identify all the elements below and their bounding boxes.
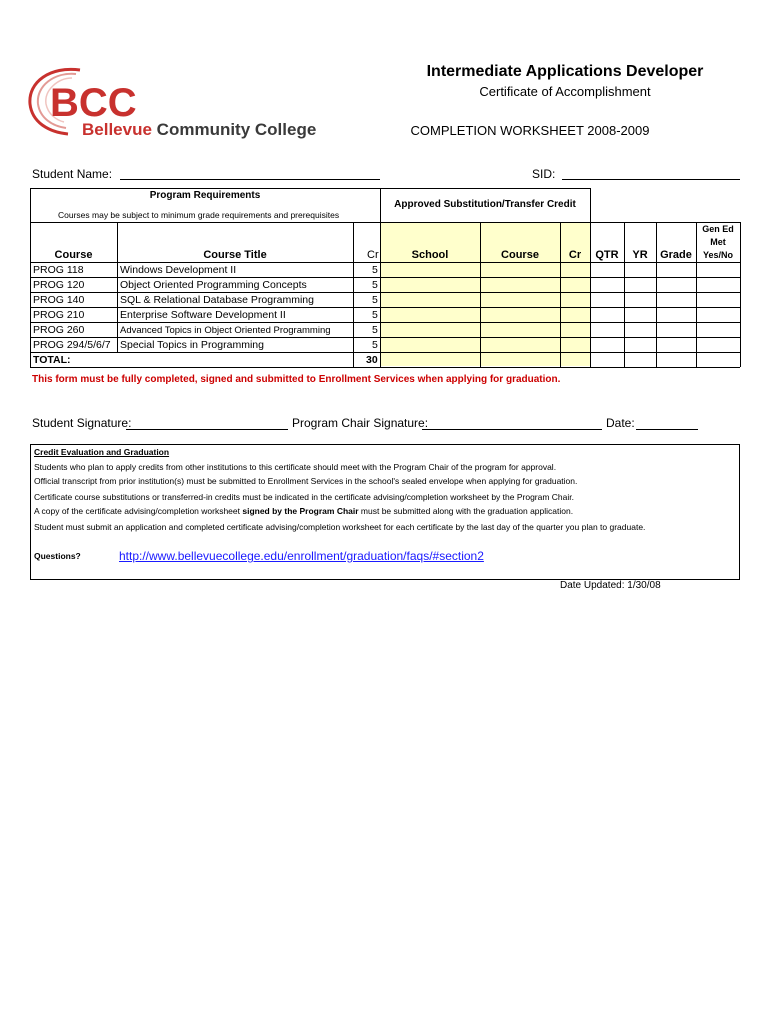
course-title: SQL & Relational Database Programming xyxy=(120,294,314,306)
course-code: PROG 260 xyxy=(33,324,85,336)
course-title: Windows Development II xyxy=(120,264,237,276)
course-credits: 5 xyxy=(372,294,378,306)
student-signature-label: Student Signature: xyxy=(32,416,132,430)
col-gen-ed-line1: Gen Ed xyxy=(702,224,734,234)
col-grade: Grade xyxy=(660,249,692,261)
student-signature-field[interactable] xyxy=(126,429,288,430)
logo-short: BCC xyxy=(50,81,137,125)
chair-signature-label: Program Chair Signature: xyxy=(292,416,429,430)
course-code: PROG 120 xyxy=(33,279,85,291)
program-requirements-title: Program Requirements xyxy=(149,190,261,201)
total-credits: 30 xyxy=(366,354,378,366)
course-title: Advanced Topics in Object Oriented Programming xyxy=(120,325,331,336)
grade-requirements-note: Courses may be subject to minimum grade requirements and prerequisites xyxy=(58,210,340,220)
sid-label: SID: xyxy=(532,167,556,181)
info-line4-c: must be submitted along with the graduation application. xyxy=(358,506,574,516)
col-sub-credits: Cr xyxy=(568,249,582,261)
substitution-title: Approved Substitution/Transfer Credit xyxy=(394,199,576,210)
date-updated: Date Updated: 1/30/08 xyxy=(560,580,661,591)
course-title: Special Topics in Programming xyxy=(120,339,264,351)
info-line: Students who plan to apply credits from other institutions to this certificate should meet with the Program Chair of the program for approval. xyxy=(34,462,557,472)
course-title: Object Oriented Programming Concepts xyxy=(120,279,307,291)
col-school: School xyxy=(411,249,449,261)
info-line4-bold: signed by the Program Chair xyxy=(242,506,359,516)
faq-link[interactable]: http://www.bellevuecollege.edu/enrollment/graduation/faqs/#section2 xyxy=(119,549,484,563)
substitution-area[interactable] xyxy=(380,222,590,366)
date-field[interactable] xyxy=(636,429,698,430)
info-title: Credit Evaluation and Graduation xyxy=(34,447,170,457)
col-course: Course xyxy=(54,249,93,261)
student-name-field[interactable] xyxy=(120,179,380,180)
course-code: PROG 118 xyxy=(33,264,84,276)
col-gen-ed xyxy=(696,223,740,262)
info-line: Certificate course substitutions or transferred-in credits must be indicated in the certificate advising/completion worksheet by the Program Chair. xyxy=(34,492,574,502)
college-name xyxy=(82,120,316,140)
col-qtr: QTR xyxy=(595,249,619,261)
info-line: Official transcript from prior institution(s) must be submitted to Enrollment Services in the school's sealed envelope when applying for graduation. xyxy=(34,476,578,486)
questions-label: Questions? xyxy=(34,551,81,561)
course-credits: 5 xyxy=(372,279,378,291)
col-gen-ed-line2: Met xyxy=(710,237,726,247)
col-gen-ed-line3: Yes/No xyxy=(702,250,733,260)
col-sub-course: Course xyxy=(501,249,539,261)
sid-field[interactable] xyxy=(562,179,740,180)
course-code: PROG 140 xyxy=(33,294,85,306)
course-title: Enterprise Software Development II xyxy=(120,309,286,321)
col-course-title: Course Title xyxy=(203,249,267,261)
info-line: Student must submit an application and completed certificate advising/completion worksheet for each certificate by the last day of the quarter you plan to graduate. xyxy=(34,522,646,532)
info-line4-a: A copy of the certificate advising/completion worksheet xyxy=(34,506,243,516)
course-credits: 5 xyxy=(372,264,378,276)
date-label: Date: xyxy=(606,416,635,430)
chair-signature-field[interactable] xyxy=(422,429,602,430)
credit-evaluation-box xyxy=(30,444,740,580)
col-yr: YR xyxy=(632,249,648,261)
certificate-title: Intermediate Applications Developer xyxy=(426,63,704,80)
total-label: TOTAL: xyxy=(33,354,71,366)
graduation-notice: This form must be fully completed, signed and submitted to Enrollment Services when applying for graduation. xyxy=(32,374,561,385)
college-name-word1: Bellevue xyxy=(82,120,152,139)
info-line xyxy=(34,506,573,516)
worksheet-title: COMPLETION WORKSHEET 2008-2009 xyxy=(410,123,650,138)
college-name-word2: Community College xyxy=(156,120,317,139)
course-credits: 5 xyxy=(372,309,378,321)
student-name-label: Student Name: xyxy=(32,167,113,181)
certificate-subtitle: Certificate of Accomplishment xyxy=(479,84,651,99)
course-credits: 5 xyxy=(372,324,378,336)
col-credits: Cr xyxy=(367,249,379,261)
course-code: PROG 210 xyxy=(33,309,85,321)
course-credits: 5 xyxy=(372,339,378,351)
course-code: PROG 294/5/6/7 xyxy=(33,339,111,351)
